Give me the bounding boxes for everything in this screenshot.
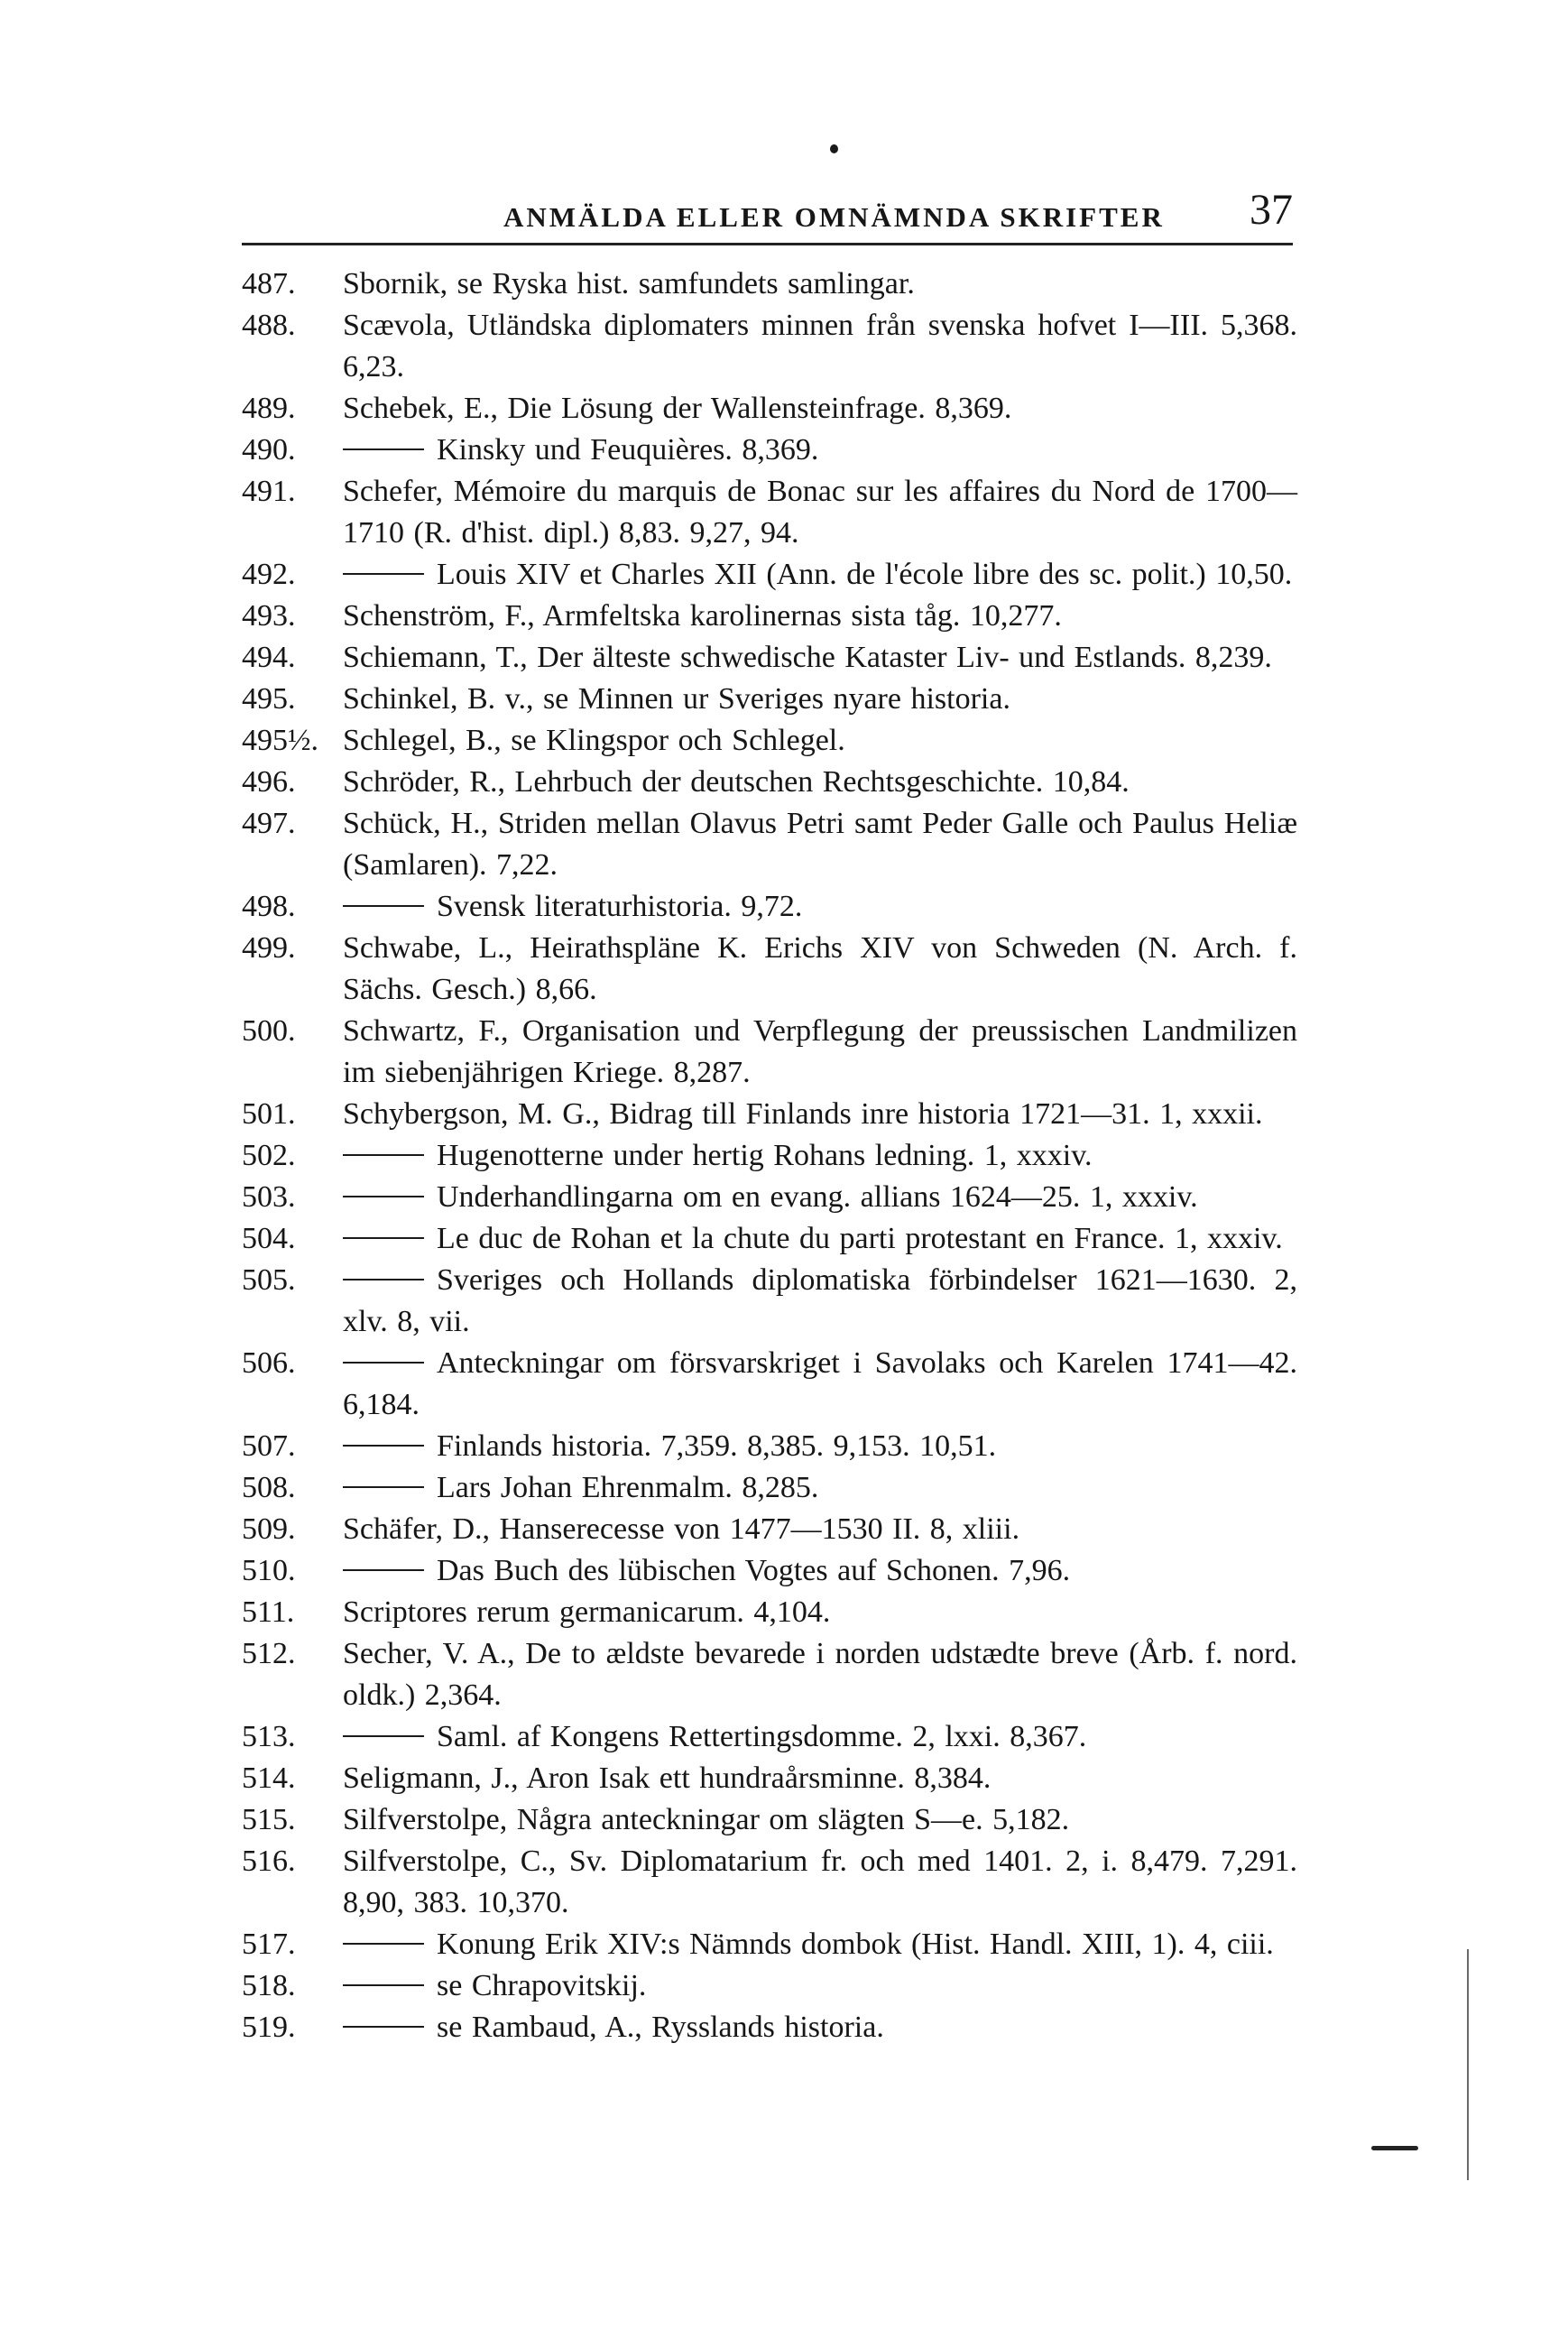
entry-number: 512. [242, 1637, 296, 1670]
ditto-dash [343, 1735, 424, 1737]
bibliography-entry [242, 720, 1297, 762]
bibliography-entry [242, 263, 1297, 305]
ditto-dash [343, 905, 424, 907]
entry-text-block [343, 1094, 1297, 1135]
entry-number: 499. [242, 931, 296, 965]
bibliography-entry [242, 471, 1297, 554]
entry-number: 500. [242, 1014, 296, 1048]
entry-text: Louis XIV et Charles XII (Ann. de l'école libre des sc. polit.) 10,50. [437, 558, 1293, 591]
entry-number: 508. [242, 1471, 296, 1504]
entry-number: 510. [242, 1554, 296, 1587]
entry-number: 518. [242, 1969, 296, 2002]
bibliography-entry [242, 1177, 1297, 1218]
bibliography-entry [242, 928, 1297, 1011]
entry-text-block [343, 471, 1297, 554]
entry-text-block [343, 1799, 1297, 1841]
ditto-dash [343, 448, 424, 450]
entry-number: 511. [242, 1595, 295, 1629]
entry-text: Finlands historia. 7,359. 8,385. 9,153. 10,51. [437, 1429, 997, 1463]
bibliography-entry [242, 803, 1297, 886]
ditto-dash [343, 1984, 424, 1986]
entry-text: Schiemann, T., Der älteste schwedische Kataster Liv- und Estlands. 8,239. [343, 641, 1272, 674]
entry-text-block [343, 1841, 1297, 1924]
entry-text: Secher, V. A., De to ældste bevarede i norden udstædte breve (Årb. f. nord. oldk.) 2,364. [343, 1637, 1297, 1712]
entry-text: Saml. af Kongens Rettertingsdomme. 2, lxxi. 8,367. [437, 1720, 1087, 1753]
ditto-dash [343, 2026, 424, 2028]
entry-text-block [343, 554, 1297, 596]
ink-dot [830, 144, 838, 153]
entry-text-block [343, 1633, 1297, 1716]
entry-text: se Chrapovitskij. [437, 1969, 647, 2002]
bibliography-entry [242, 1218, 1297, 1260]
bibliography-entry [242, 1260, 1297, 1343]
ditto-dash [343, 1569, 424, 1571]
entry-text: Schybergson, M. G., Bidrag till Finlands inre historia 1721—31. 1, xxxii. [343, 1097, 1263, 1131]
entry-text: Anteckningar om försvarskriget i Savolaks och Karelen 1741—42. 6,184. [343, 1346, 1297, 1421]
entry-number: 517. [242, 1928, 296, 1961]
bibliography-entry [242, 2007, 1297, 2048]
entry-number: 494. [242, 641, 296, 674]
bibliography-entry [242, 1509, 1297, 1550]
entry-text-block [343, 679, 1297, 720]
entry-text: Schäfer, D., Hanserecesse von 1477—1530 II. 8, xliii. [343, 1512, 1020, 1546]
entry-number: 492. [242, 558, 296, 591]
bibliography-entry [242, 762, 1297, 803]
entry-text: Schröder, R., Lehrbuch der deutschen Rechtsgeschichte. 10,84. [343, 765, 1130, 799]
entry-text: Scriptores rerum germanicarum. 4,104. [343, 1595, 831, 1629]
entry-text-block [343, 928, 1297, 1011]
entry-text-block [343, 1592, 1297, 1633]
entry-text-block [343, 886, 1297, 928]
entry-text: Schenström, F., Armfeltska karolinernas sista tåg. 10,277. [343, 599, 1062, 633]
bibliography-entry [242, 1135, 1297, 1177]
entry-text: Schinkel, B. v., se Minnen ur Sveriges nyare historia. [343, 682, 1010, 716]
ditto-dash [343, 573, 424, 575]
entry-text: Sveriges och Hollands diplomatiska förbindelser 1621—1630. 2, xlv. 8, vii. [343, 1263, 1297, 1338]
entry-text-block [343, 762, 1297, 803]
ditto-dash [343, 1237, 424, 1239]
bibliography-entry [242, 679, 1297, 720]
bibliography-entry [242, 886, 1297, 928]
bibliography-entry [242, 1716, 1297, 1758]
running-head [242, 185, 1293, 248]
entry-number: 502. [242, 1139, 296, 1172]
entry-number: 490. [242, 433, 296, 467]
bibliography-entry [242, 1011, 1297, 1094]
entry-text-block [343, 1509, 1297, 1550]
bibliography-entry [242, 1467, 1297, 1509]
entry-text-block [343, 1550, 1297, 1592]
entry-text-block [343, 1135, 1297, 1177]
bibliography-list [242, 263, 1297, 2048]
entry-text-block [343, 1011, 1297, 1094]
entry-text: Schwartz, F., Organisation und Verpflegung der preussischen Landmilizen im siebenjährigen Kriege. 8,287. [343, 1014, 1297, 1089]
ditto-dash [343, 1154, 424, 1156]
entry-number: 498. [242, 890, 296, 923]
entry-number: 489. [242, 392, 296, 425]
entry-text: Schebek, E., Die Lösung der Wallensteinfrage. 8,369. [343, 392, 1012, 425]
entry-text: Le duc de Rohan et la chute du parti protestant en France. 1, xxxiv. [437, 1222, 1283, 1255]
entry-number: 497. [242, 807, 296, 840]
entry-text-block [343, 430, 1297, 471]
bibliography-entry [242, 1965, 1297, 2007]
entry-number: 513. [242, 1720, 296, 1753]
entry-text: Schefer, Mémoire du marquis de Bonac sur les affaires du Nord de 1700—1710 (R. d'hist. dipl.) 8,83. 9,27, 94. [343, 475, 1297, 550]
entry-text: Konung Erik XIV:s Nämnds dombok (Hist. Handl. XIII, 1). 4, ciii. [437, 1928, 1274, 1961]
entry-text-block [343, 637, 1297, 679]
entry-text-block [343, 1758, 1297, 1799]
entry-text-block [343, 1343, 1297, 1426]
entry-text: se Rambaud, A., Rysslands historia. [437, 2011, 884, 2044]
entry-text: Lars Johan Ehrenmalm. 8,285. [437, 1471, 819, 1504]
entry-number: 501. [242, 1097, 296, 1131]
entry-text: Sbornik, se Ryska hist. samfundets samlingar. [343, 267, 915, 300]
entry-number: 506. [242, 1346, 296, 1380]
ditto-dash [343, 1279, 424, 1280]
entry-number: 491. [242, 475, 296, 508]
entry-text: Svensk literaturhistoria. 9,72. [437, 890, 803, 923]
ditto-dash [343, 1362, 424, 1364]
bibliography-entry [242, 1592, 1297, 1633]
bibliography-entry [242, 1094, 1297, 1135]
bibliography-entry [242, 596, 1297, 637]
entry-number: 495. [242, 682, 296, 716]
entry-text-block [343, 1924, 1297, 1965]
page-number: 37 [1250, 186, 1293, 234]
bibliography-entry [242, 388, 1297, 430]
margin-line [1467, 1949, 1469, 2180]
entry-text-block [343, 2007, 1297, 2048]
entry-text-block [343, 305, 1297, 388]
entry-number: 507. [242, 1429, 296, 1463]
margin-mark [1371, 2146, 1418, 2150]
header-rule [242, 243, 1293, 245]
entry-text-block [343, 263, 1297, 305]
entry-number: 488. [242, 309, 296, 342]
entry-text-block [343, 1426, 1297, 1467]
bibliography-entry [242, 1758, 1297, 1799]
ditto-dash [343, 1943, 424, 1945]
entry-text: Silfverstolpe, Några anteckningar om slägten S—e. 5,182. [343, 1803, 1070, 1836]
entry-number: 495½. [242, 724, 318, 757]
entry-text: Underhandlingarna om en evang. allians 1624—25. 1, xxxiv. [437, 1180, 1198, 1214]
entry-number: 516. [242, 1844, 296, 1878]
entry-text: Schlegel, B., se Klingspor och Schlegel. [343, 724, 845, 757]
running-title: ANMÄLDA ELLER OMNÄMNDA SKRIFTER [503, 201, 1165, 233]
entry-text-block [343, 1177, 1297, 1218]
bibliography-entry [242, 1426, 1297, 1467]
entry-number: 496. [242, 765, 296, 799]
entry-text: Kinsky und Feuquières. 8,369. [437, 433, 819, 467]
bibliography-entry [242, 1841, 1297, 1924]
bibliography-entry [242, 430, 1297, 471]
entry-number: 515. [242, 1803, 296, 1836]
entry-text-block [343, 1467, 1297, 1509]
entry-text-block [343, 720, 1297, 762]
entry-number: 493. [242, 599, 296, 633]
entry-text-block [343, 596, 1297, 637]
entry-text: Scævola, Utländska diplomaters minnen från svenska hofvet I—III. 5,368. 6,23. [343, 309, 1297, 384]
bibliography-entry [242, 554, 1297, 596]
ditto-dash [343, 1486, 424, 1488]
bibliography-entry [242, 1550, 1297, 1592]
entry-text: Seligmann, J., Aron Isak ett hundraårsminne. 8,384. [343, 1761, 992, 1795]
entry-text-block [343, 388, 1297, 430]
entry-number: 487. [242, 267, 296, 300]
entry-text-block [343, 803, 1297, 886]
entry-text-block [343, 1965, 1297, 2007]
entry-text-block [343, 1218, 1297, 1260]
entry-text: Schwabe, L., Heirathspläne K. Erichs XIV von Schweden (N. Arch. f. Sächs. Gesch.) 8,66. [343, 931, 1297, 1006]
entry-text-block [343, 1260, 1297, 1343]
bibliography-entry [242, 1924, 1297, 1965]
entry-number: 503. [242, 1180, 296, 1214]
bibliography-entry [242, 305, 1297, 388]
bibliography-entry [242, 1343, 1297, 1426]
ditto-dash [343, 1196, 424, 1197]
ditto-dash [343, 1445, 424, 1447]
bibliography-entry [242, 1799, 1297, 1841]
bibliography-entry [242, 637, 1297, 679]
bibliography-entry [242, 1633, 1297, 1716]
entry-text: Silfverstolpe, C., Sv. Diplomatarium fr. och med 1401. 2, i. 8,479. 7,291. 8,90, 383. 10,370. [343, 1844, 1297, 1919]
entry-number: 505. [242, 1263, 296, 1297]
entry-text: Hugenotterne under hertig Rohans ledning. 1, xxxiv. [437, 1139, 1093, 1172]
entry-text: Das Buch des lübischen Vogtes auf Schonen. 7,96. [437, 1554, 1071, 1587]
entry-number: 509. [242, 1512, 296, 1546]
entry-text-block [343, 1716, 1297, 1758]
entry-number: 514. [242, 1761, 296, 1795]
entry-number: 519. [242, 2011, 296, 2044]
entry-text: Schück, H., Striden mellan Olavus Petri samt Peder Galle och Paulus Heliæ (Samlaren). 7,22. [343, 807, 1297, 882]
entry-number: 504. [242, 1222, 296, 1255]
